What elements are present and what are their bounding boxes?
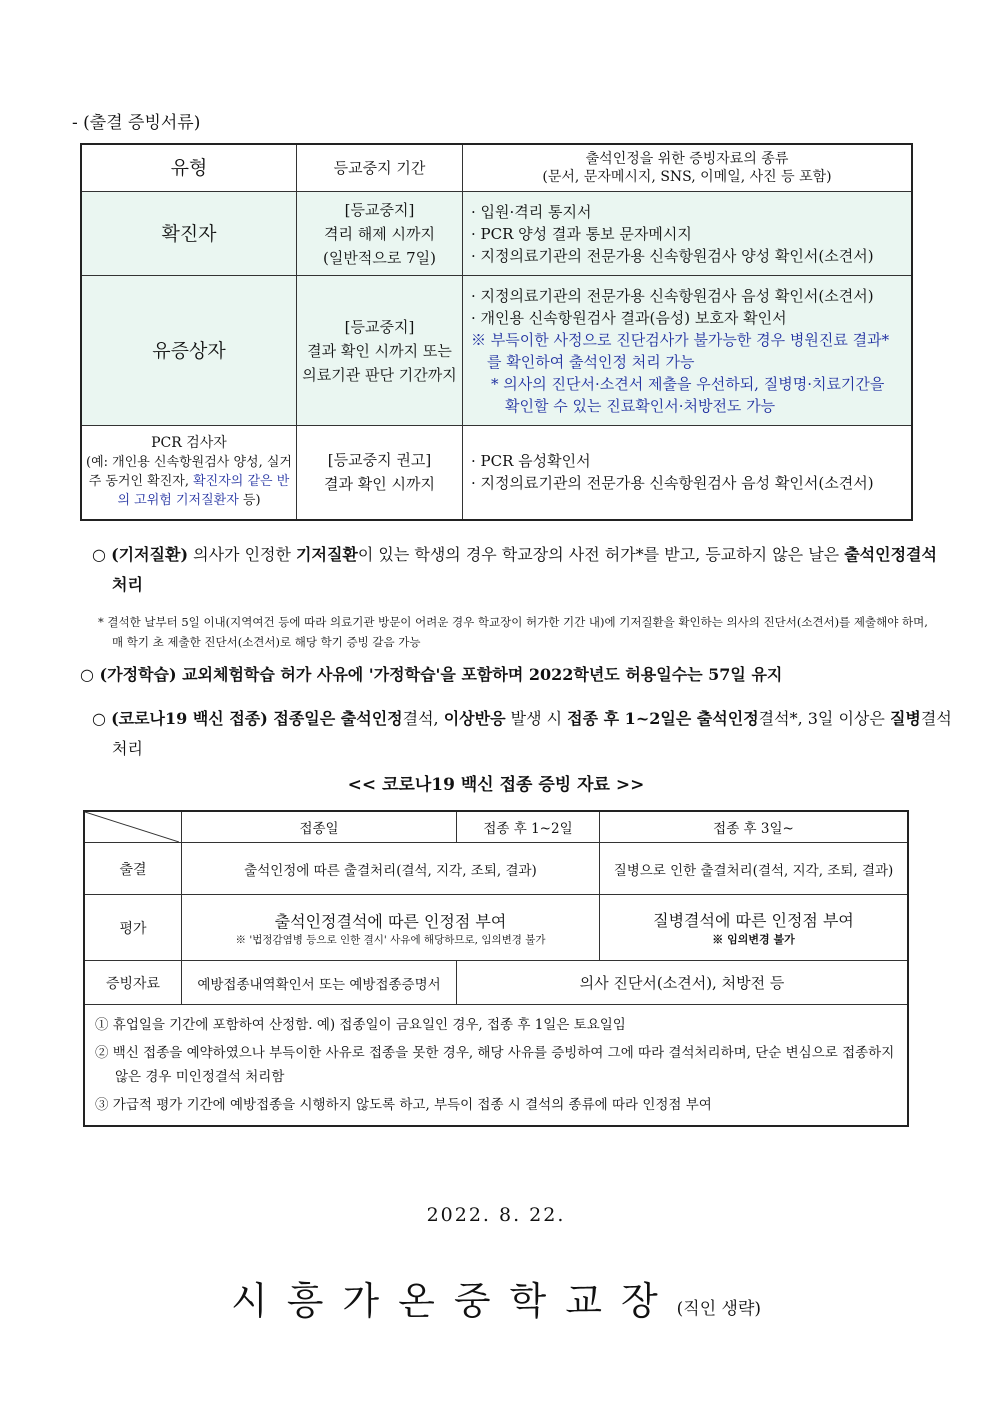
table-header-row [81,144,912,192]
eval-main: 출석인정결석에 따른 인정점 부여 [274,911,507,931]
table-header-row [84,811,908,843]
paragraph-home-learning [80,660,925,690]
notes-cell [84,1005,908,1127]
period-line: 결과 확인 시까지 또는 [307,341,452,360]
docs-right: 의사 진단서(소견서), 처방전 등 [457,961,909,1005]
para-bold: 기저질환 [296,545,358,564]
category-pcr [81,426,297,520]
period-line: [등교중지 권고] [327,451,432,470]
signature [0,1270,992,1325]
header-day1-2: 접종 후 1~2일 [457,811,600,843]
para-bold: 접종 후 1~2일은 출석인정 [567,709,759,728]
category-confirmed: 확진자 [81,192,297,276]
paragraph-underlying-disease [84,540,957,600]
para-text: 결석, [402,709,444,728]
para-bold: 출석인정결석 처리 [112,545,937,594]
para-text: (가정학습) 교외체험학습 허가 사유에 '가정학습'을 포함하며 2022학년도 허용일수는 57일 유지 [99,665,783,684]
evidence-items [463,276,913,426]
evidence-note: ※ 부득이한 사정으로 진단검사가 불가능한 경우 병원진료 결과*를 확인하여 출석인정 처리 가능 [471,330,890,371]
table-row [84,843,908,895]
period-cell [297,276,463,426]
evidence-item: · 지정의료기관의 전문가용 신속항원검사 양성 확인서(소견서) [471,246,874,265]
note-item: ② 백신 접종을 예약하였으나 부득이한 사유로 접종을 못한 경우, 해당 사유를 증빙하여 그에 따라 결석처리하며, 단순 변심으로 접종하지 않은 경우 미인정결석 처리함 [95,1045,895,1085]
paragraph-vaccine [84,704,957,764]
eval-main: 질병결석에 따른 인정점 부여 [653,911,854,930]
principal-name: 시흥가온중학교장 [230,1279,677,1323]
para-text: 발생 시 [505,709,568,728]
period-line: (일반적으로 7일) [323,248,436,267]
seal-omitted: (직인 생략) [676,1299,762,1319]
bullet-marker: ○ [80,665,94,684]
para-bold: 이상반응 [443,709,506,728]
para-bold: 질병 [889,709,921,728]
para-text: 결석 처리 [112,709,952,758]
period-line: 결과 확인 시까지 [324,475,435,494]
header-period: 등교중지 기간 [297,144,463,192]
period-line: [등교중지] [344,200,415,219]
note-item: ① 휴업일을 기간에 포함하여 산정함. 예) 접종일이 금요일인 경우, 접종 후 1일은 토요일임 [95,1017,626,1033]
eval-note: ※ 임의변경 불가 [712,933,795,946]
period-cell [297,192,463,276]
document-date: 2022. 8. 22. [426,1204,566,1226]
evidence-item: · 개인용 신속항원검사 결과(음성) 보호자 확인서 [471,308,787,327]
vaccine-evidence-table [83,810,909,1127]
para-text: 결석*, 3일 이상은 [758,709,890,728]
para-bold: 접종일은 [267,709,341,728]
table-row [84,895,908,961]
header-evidence-line1: 출석인정을 위한 증빙자료의 종류 [585,151,789,167]
header-day3: 접종 후 3일~ [600,811,909,843]
attendance-left: 출석인정에 따른 출결처리(결석, 지각, 조퇴, 결과) [182,843,600,895]
section-title: - (출결 증빙서류) [72,113,201,133]
table-row [84,1005,908,1127]
evidence-item: · 입원·격리 통지서 [471,202,592,221]
diagonal-line [85,812,179,842]
evidence-item: · 지정의료기관의 전문가용 신속항원검사 음성 확인서(소견서) [471,286,874,305]
eval-left [182,895,600,961]
row-label: 평가 [84,895,182,961]
attendance-evidence-table [80,143,913,521]
evidence-item: · PCR 음성확인서 [471,452,591,471]
header-vaccine-day: 접종일 [182,811,457,843]
category-title: PCR 검사자 [151,435,227,452]
category-desc-text: (예: 개인용 신속항원검사 양성, 실거주 동거인 확진자, [86,455,292,490]
table2-title: << 코로나19 백신 접종 증빙 자료 >> [347,775,645,795]
diagonal-header-cell [84,811,182,843]
eval-right [600,895,909,961]
period-cell [297,426,463,520]
table-row [81,426,912,520]
period-line: 격리 해제 시까지 [324,224,435,243]
category-desc [86,453,292,510]
header-evidence [463,144,913,192]
footnote-underlying: * 결석한 날부터 5일 이내(지역여건 등에 따라 의료기관 방문이 어려운 경우 학교장이 허가한 기간 내)에 기저질환을 확인하는 의사의 진단서(소견서)를 제출해야 하며, 매 학기 초 제출한 진단서(소견서)로 해당 학기 증빙 갈음 가능 [98,615,928,649]
period-line: [등교중지] [344,317,415,336]
attendance-right: 질병으로 인한 출결처리(결석, 지각, 조퇴, 결과) [600,843,909,895]
header-type: 유형 [81,144,297,192]
evidence-item: · 지정의료기관의 전문가용 신속항원검사 음성 확인서(소견서) [471,474,874,493]
bullet-marker: ○ [92,545,106,564]
table-row [81,192,912,276]
category-desc-highlight: 확진자의 같은 반의 고위험 기저질환자 [117,474,290,509]
para-label: (기저질환) [111,545,189,564]
note-item: ③ 가급적 평가 기간에 예방접종을 시행하지 않도록 하고, 부득이 접종 시 결석의 종류에 따라 인정점 부여 [95,1097,712,1113]
row-label: 증빙자료 [84,961,182,1005]
para-text: 의사가 인정한 [188,545,297,564]
eval-note: ※ '법정감염병 등으로 인한 결시' 사유에 해당하므로, 임의변경 불가 [235,933,546,946]
evidence-items [463,192,913,276]
bullet-marker: ○ [92,709,106,728]
para-label: (코로나19 백신 접종) [111,709,268,728]
table-row [84,961,908,1005]
category-symptomatic: 유증상자 [81,276,297,426]
period-line: 의료기관 판단 기간까지 [302,365,457,384]
evidence-subnote: * 의사의 진단서·소견서 제출을 우선하되, 질병명·치료기간을 확인할 수 있는 진료확인서·처방전도 가능 [491,374,885,415]
evidence-items [463,426,913,520]
para-bold: 출석인정 [340,709,403,728]
para-text: 이 있는 학생의 경우 학교장의 사전 허가*를 받고, 등교하지 않은 날은 [357,545,845,564]
docs-left: 예방접종내역확인서 또는 예방접종증명서 [182,961,457,1005]
row-label: 출결 [84,843,182,895]
category-desc-text: 등) [238,493,261,509]
evidence-item: · PCR 양성 결과 통보 문자메시지 [471,224,692,243]
header-evidence-line2: (문서, 문자메시지, SNS, 이메일, 사진 등 포함) [542,169,832,185]
table-row [81,276,912,426]
